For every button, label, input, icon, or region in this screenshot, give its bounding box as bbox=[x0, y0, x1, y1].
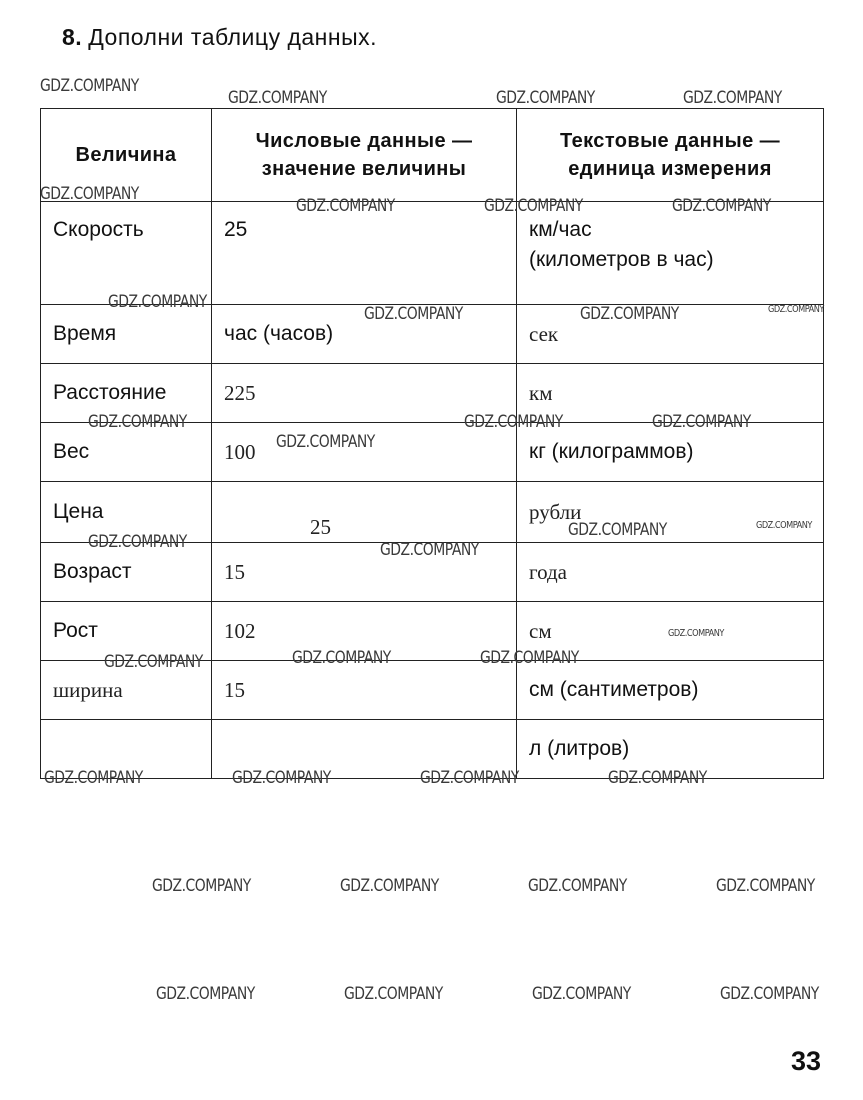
task-text: Дополни таблицу данных. bbox=[88, 24, 377, 50]
watermark: GDZ.COMPANY bbox=[44, 768, 143, 788]
unit-text-line2: (километров в час) bbox=[529, 248, 714, 271]
value-cell: 15 bbox=[212, 661, 517, 720]
watermark: GDZ.COMPANY bbox=[292, 648, 391, 668]
unit-cell bbox=[517, 202, 824, 305]
watermark: GDZ.COMPANY bbox=[420, 768, 519, 788]
value-cell: 100 bbox=[212, 423, 517, 482]
unit-cell: км bbox=[517, 364, 824, 423]
table-row bbox=[41, 202, 824, 305]
watermark: GDZ.COMPANY bbox=[364, 304, 463, 324]
watermark: GDZ.COMPANY bbox=[668, 628, 724, 639]
watermark: GDZ.COMPANY bbox=[88, 412, 187, 432]
watermark: GDZ.COMPANY bbox=[156, 984, 255, 1004]
watermark: GDZ.COMPANY bbox=[464, 412, 563, 432]
watermark: GDZ.COMPANY bbox=[532, 984, 631, 1004]
value-cell: 25 bbox=[212, 482, 517, 543]
value-cell: 15 bbox=[212, 543, 517, 602]
unit-cell: сек bbox=[517, 305, 824, 364]
quantity-cell: Время bbox=[41, 305, 212, 364]
task-heading bbox=[62, 24, 377, 51]
value-cell: 102 bbox=[212, 602, 517, 661]
watermark: GDZ.COMPANY bbox=[88, 532, 187, 552]
watermark: GDZ.COMPANY bbox=[340, 876, 439, 896]
watermark: GDZ.COMPANY bbox=[768, 304, 824, 315]
watermark: GDZ.COMPANY bbox=[40, 76, 139, 96]
quantity-cell: Рост bbox=[41, 602, 212, 661]
watermark: GDZ.COMPANY bbox=[720, 984, 819, 1004]
quantity-cell: Скорость bbox=[41, 202, 212, 305]
quantity-cell: ширина bbox=[41, 661, 212, 720]
value-cell: час (часов) bbox=[212, 305, 517, 364]
quantity-cell: Вес bbox=[41, 423, 212, 482]
unit-cell: кг (килограммов) bbox=[517, 423, 824, 482]
value-cell: 25 bbox=[212, 202, 517, 305]
watermark: GDZ.COMPANY bbox=[152, 876, 251, 896]
header-numeric-data: Числовые данные — значение величины bbox=[212, 109, 517, 202]
unit-cell: л (литров) bbox=[517, 720, 824, 779]
watermark: GDZ.COMPANY bbox=[672, 196, 771, 216]
watermark: GDZ.COMPANY bbox=[380, 540, 479, 560]
watermark: GDZ.COMPANY bbox=[652, 412, 751, 432]
task-number: 8. bbox=[62, 24, 83, 50]
unit-text: км/час bbox=[529, 218, 592, 241]
unit-cell: см bbox=[517, 602, 824, 661]
quantity-cell: Расстояние bbox=[41, 364, 212, 423]
watermark: GDZ.COMPANY bbox=[716, 876, 815, 896]
unit-cell: года bbox=[517, 543, 824, 602]
watermark: GDZ.COMPANY bbox=[228, 88, 327, 108]
table-header-row bbox=[41, 109, 824, 202]
watermark: GDZ.COMPANY bbox=[528, 876, 627, 896]
value-cell: 225 bbox=[212, 364, 517, 423]
header-quantity: Величина bbox=[41, 109, 212, 202]
unit-cell: рубли bbox=[517, 482, 824, 543]
watermark: GDZ.COMPANY bbox=[756, 520, 812, 531]
watermark: GDZ.COMPANY bbox=[40, 184, 139, 204]
watermark: GDZ.COMPANY bbox=[484, 196, 583, 216]
header-text-data: Текстовые данные — единица измерения bbox=[517, 109, 824, 202]
watermark: GDZ.COMPANY bbox=[232, 768, 331, 788]
page-number: 33 bbox=[790, 1046, 821, 1076]
watermark: GDZ.COMPANY bbox=[296, 196, 395, 216]
quantity-cell: Возраст bbox=[41, 543, 212, 602]
quantity-cell: Цена bbox=[41, 482, 212, 543]
watermark: GDZ.COMPANY bbox=[276, 432, 375, 452]
watermark: GDZ.COMPANY bbox=[580, 304, 679, 324]
watermark: GDZ.COMPANY bbox=[683, 88, 782, 108]
watermark: GDZ.COMPANY bbox=[104, 652, 203, 672]
watermark: GDZ.COMPANY bbox=[344, 984, 443, 1004]
unit-cell: см (сантиметров) bbox=[517, 661, 824, 720]
watermark: GDZ.COMPANY bbox=[608, 768, 707, 788]
watermark: GDZ.COMPANY bbox=[480, 648, 579, 668]
watermark: GDZ.COMPANY bbox=[568, 520, 667, 540]
watermark: GDZ.COMPANY bbox=[108, 292, 207, 312]
watermark: GDZ.COMPANY bbox=[496, 88, 595, 108]
